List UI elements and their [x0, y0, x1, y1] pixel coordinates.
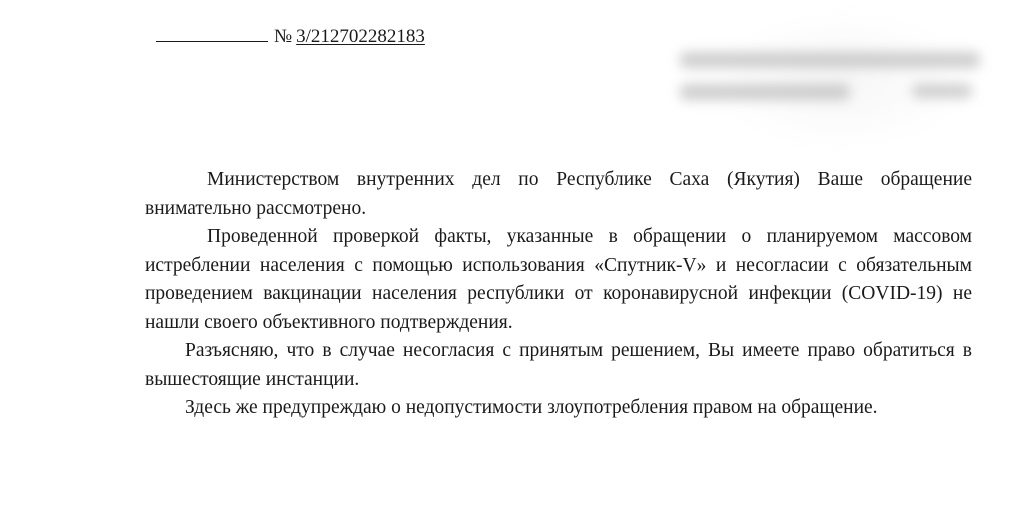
paragraph-findings: Проведенной проверкой факты, указанные в обращении о планируемом массовом истреблении населения с помощью использования «Спутник-V» и несогласии с обязательным проведением вакцинации населения республики от коронавирусной инфекции (COVID-19) не нашли своего объективного подтверждения.	[145, 226, 972, 333]
paragraph-warning: Здесь же предупреждаю о недопустимости злоупотребления правом на обращение.	[185, 397, 878, 418]
document-number-line	[156, 26, 425, 48]
paragraph-appeal-rights: Разъясняю, что в случае несогласия с принятым решением, Вы имеете право обратиться в вышестоящие инстанции.	[145, 340, 972, 390]
paragraph-review: Министерством внутренних дел по Республике Саха (Якутия) Ваше обращение внимательно рассмотрено.	[145, 169, 972, 219]
number-sign: №	[274, 26, 293, 47]
redacted-addressee-block	[672, 30, 982, 140]
document-number: 3/212702282183	[296, 26, 425, 47]
date-blank-line	[156, 27, 268, 42]
letter-body	[145, 166, 972, 423]
